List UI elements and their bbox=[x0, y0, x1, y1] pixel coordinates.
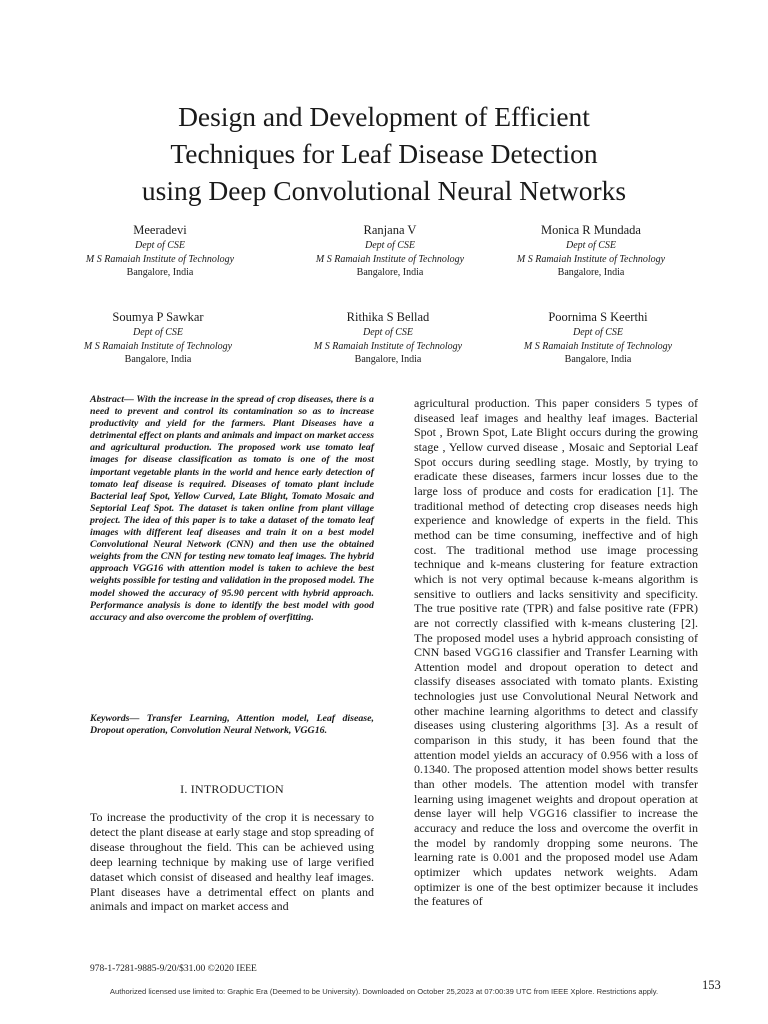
author-block bbox=[488, 309, 708, 367]
author-name: Soumya P Sawkar bbox=[112, 310, 204, 324]
author-dept: Dept of CSE bbox=[573, 327, 623, 338]
author-block bbox=[48, 309, 268, 367]
author-institution: M S Ramaiah Institute of Technology bbox=[313, 340, 463, 352]
author-block bbox=[50, 222, 270, 280]
abstract-text: — With the increase in the spread of crop diseases, there is a need to prevent and control its contamination so as to increase productivity and yield for the farmers. Plant Diseases have a detrimental effect on plants and animals and impact on market access and agricultural production. The proposed work use tomato leaf images for disease classification as tomato is one of the most important vegetable plants in the world and hence early detection of tomato leaf disease is required. Diseases of tomato plant include Bacterial leaf Spot, Yellow Curved, Late Blight, Tomato Mosaic and Septorial Leaf Spot. The dataset is taken online from plant village project. The idea of this paper is to take a dataset of the tomato leaf images with different leaf diseases and train it on a best model Convolutional Neural Network (CNN) and then use the obtained weights from the CNN for testing new tomato leaf images. The hybrid approach VGG16 with attention model is taken to achieve the best weights possible for testing and validation in the proposed model. The model showed the accuracy of 95.90 percent with hybrid approach. Performance analysis is done to identify the best model with good accuracy and also overcome the problem of overfitting. bbox=[90, 394, 375, 623]
author-name: Poornima S Keerthi bbox=[548, 310, 648, 324]
intro-paragraph-right: agricultural production. This paper considers 5 types of diseased leaf images and healthy leaf images. Bacterial Spot , Brown Spot, Late Blight occurs during the growing stage , Yellow curved disease , Mosaic and Septorial Leaf Spot occurs during seedling stage. Mostly, by trying to eradicate these diseases, farmers incur losses due to the large loss of produce and costs for eradication [1]. The traditional method of detecting crop diseases needs high experience and knowledge of experts in the field. This method can be time consuming, ineffective and of high cost. The traditional method use image processing technique and k-means clustering for feature extraction which is not very optimal because k-means algorithm is sensitive to outliers and lacks sensitivity and specificity. The true positive rate (TPR) and false positive rate (FPR) are not correctly classified with k-means clustering [2]. The proposed model uses a hybrid approach consisting of CNN based VGG16 classifier and Transfer Learning with Attention model and dropout operation to detect and classify diseases associated with tomato plants. Existing technologies just use Convolutional Neural Network and other machine learning algorithms to detect and classify diseases using clustering algorithms [3]. As a result of comparison in this study, it has been found that the attention model yields an accuracy of 0.956 with a loss of 0.1340. The proposed attention model shows better results than other models. The attention model with transfer learning using imagenet weights and dropout operation at dense layer will help VGG16 classifier to increase the accuracy and reduce the loss and overcome the overfit in the model by randomly dropping some neurons. The learning rate is 0.001 and the proposed model use Adam optimizer which updates network weights. Adam optimizer is one of the best optimizer because it includes the features of bbox=[414, 396, 698, 909]
author-city: Bangalore, India bbox=[124, 354, 192, 365]
author-city: Bangalore, India bbox=[564, 354, 632, 365]
page-number: 153 bbox=[702, 978, 721, 992]
author-institution: M S Ramaiah Institute of Technology bbox=[516, 253, 666, 265]
author-city: Bangalore, India bbox=[126, 267, 194, 278]
author-institution: M S Ramaiah Institute of Technology bbox=[83, 340, 233, 352]
keywords-text: — Transfer Learning, Attention model, Leaf disease, Dropout operation, Convolution Neural Network, VGG16. bbox=[90, 713, 374, 737]
author-city: Bangalore, India bbox=[354, 354, 422, 365]
author-name: Meeradevi bbox=[133, 223, 187, 237]
copyright-notice: 978-1-7281-9885-9/20/$31.00 ©2020 IEEE bbox=[90, 964, 257, 974]
keywords bbox=[90, 713, 374, 737]
author-dept: Dept of CSE bbox=[363, 327, 413, 338]
title-line: Design and Development of Efficient bbox=[178, 101, 590, 132]
intro-paragraph-left: To increase the productivity of the crop it is necessary to detect the plant disease at early stage and stop spreading of disease throughout the field. This can be achieved using deep learning technique by making use of large verified dataset which consist of diseased and healthy leaf images. Plant diseases have a detrimental effect on plants and animals and impact on market access and bbox=[90, 810, 374, 914]
author-name: Rithika S Bellad bbox=[346, 310, 430, 324]
author-block bbox=[481, 222, 701, 280]
author-institution: M S Ramaiah Institute of Technology bbox=[315, 253, 465, 265]
author-city: Bangalore, India bbox=[557, 267, 625, 278]
author-name: Ranjana V bbox=[363, 223, 417, 237]
abstract bbox=[90, 394, 374, 624]
author-block bbox=[280, 222, 500, 280]
author-dept: Dept of CSE bbox=[135, 240, 185, 251]
license-notice: Authorized licensed use limited to: Graphic Era (Deemed to be University). Downloaded on October 25,2023 at 07:00:39 UTC from IEEE Xplore. Restrictions apply. bbox=[109, 987, 659, 996]
title-line: using Deep Convolutional Neural Networks bbox=[141, 175, 627, 206]
section-heading: I. INTRODUCTION bbox=[180, 782, 284, 796]
paper-title bbox=[90, 98, 678, 209]
author-name: Monica R Mundada bbox=[541, 223, 641, 237]
author-institution: M S Ramaiah Institute of Technology bbox=[85, 253, 235, 265]
author-dept: Dept of CSE bbox=[566, 240, 616, 251]
author-dept: Dept of CSE bbox=[133, 327, 183, 338]
title-line: Techniques for Leaf Disease Detection bbox=[170, 138, 598, 169]
abstract-label: Abstract bbox=[90, 394, 125, 405]
author-dept: Dept of CSE bbox=[365, 240, 415, 251]
author-city: Bangalore, India bbox=[356, 267, 424, 278]
author-institution: M S Ramaiah Institute of Technology bbox=[523, 340, 673, 352]
keywords-label: Keywords bbox=[90, 713, 130, 724]
author-block bbox=[278, 309, 498, 367]
